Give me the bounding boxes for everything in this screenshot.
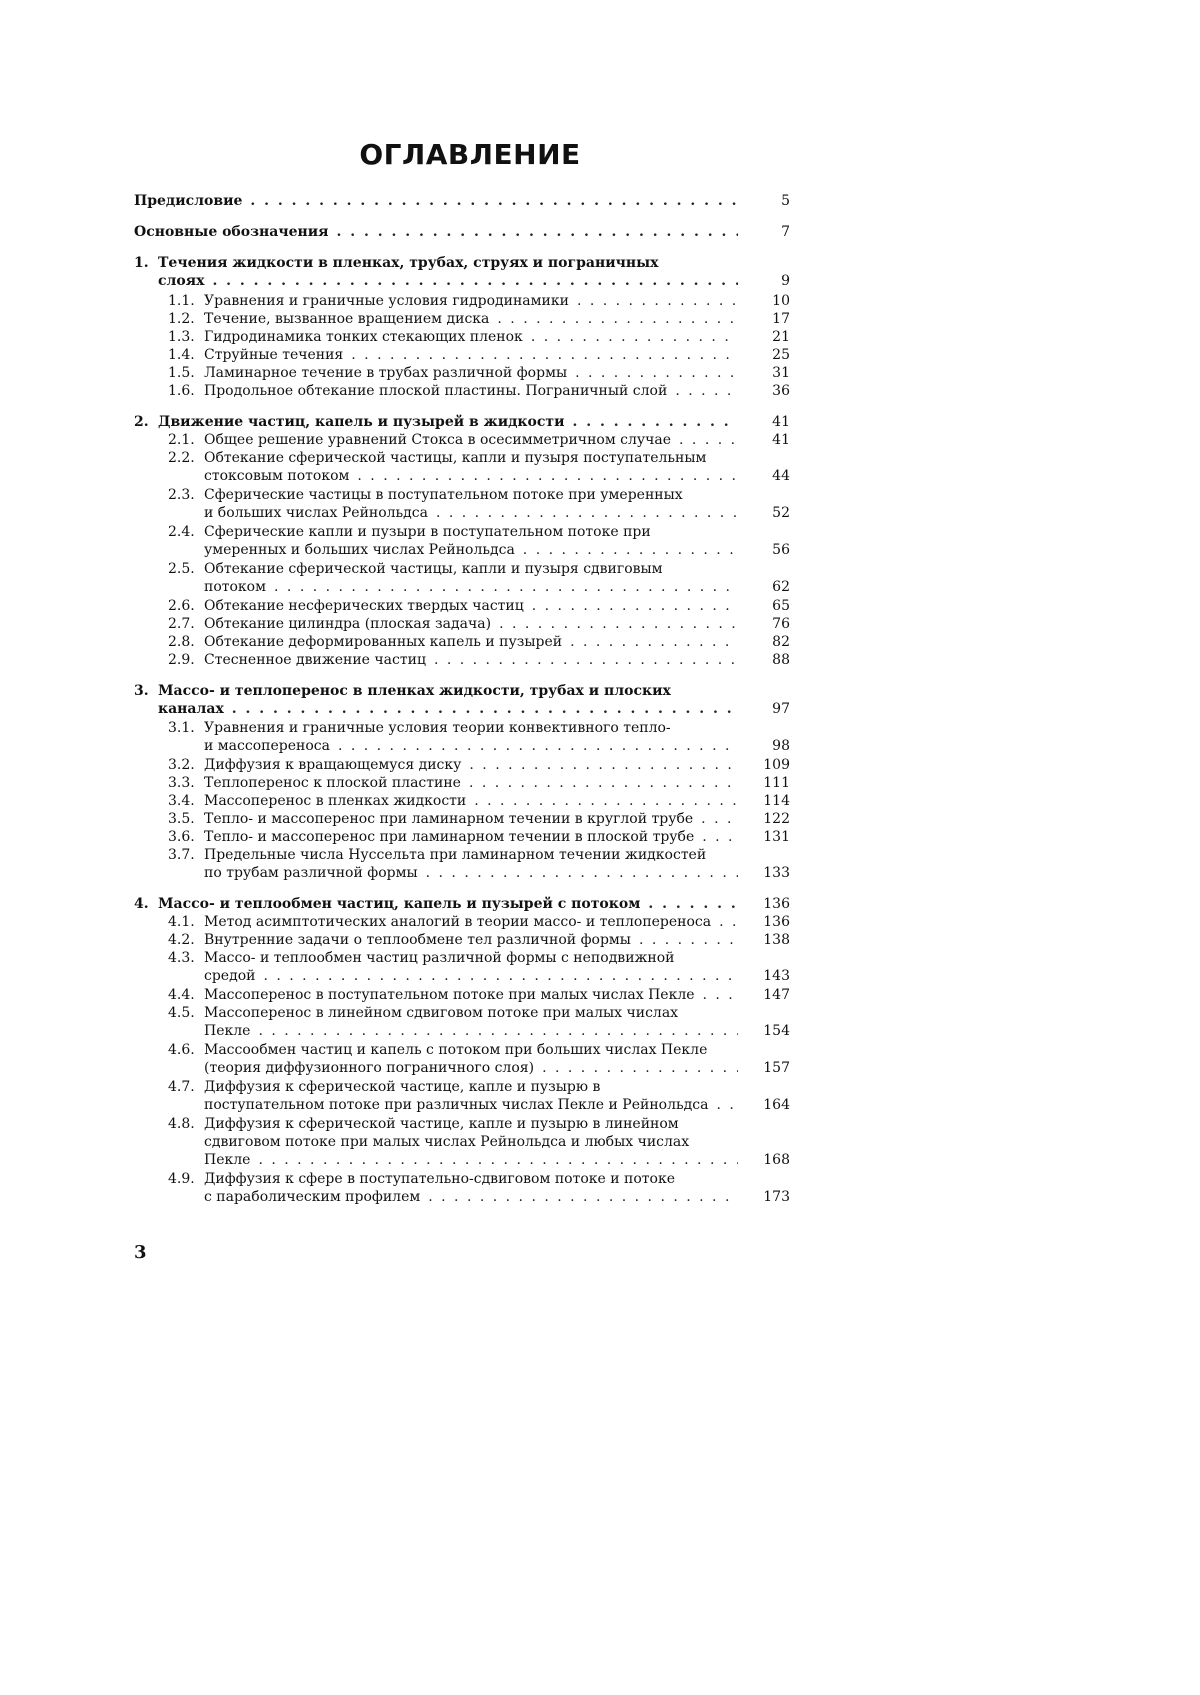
toc-entry-line [134,615,790,633]
page-ref: 10 [772,293,790,309]
leader-dots [434,651,738,669]
section-number: 3.4. [168,793,195,809]
toc-entry-line [134,846,790,864]
section-number: 3.2. [168,757,195,773]
leader-dots [263,967,738,985]
section-number: 3.6. [168,829,195,845]
toc-entry-line [134,328,790,346]
toc-entry-line [134,949,790,967]
section-title: Тепло- и массоперенос при ламинарном течении в плоской трубе [204,829,695,845]
leader-dots [474,792,738,810]
page-ref: 143 [763,968,790,984]
leader-dots [497,310,738,328]
toc-entry-line [134,895,790,913]
toc-entry-line [134,364,790,382]
section-number: 4. [134,896,149,912]
section-title: средой [204,968,256,984]
toc-entry-line [134,486,790,504]
toc-entry-line [134,986,790,1004]
section-title: Основные обозначения [134,224,329,240]
leader-dots [523,541,738,559]
toc-entry-line [134,597,790,615]
page-ref: 157 [763,1060,790,1076]
leader-dots [679,431,738,449]
section-number: 3.1. [168,720,195,736]
section-title: слоях [158,273,205,289]
toc-entry-line [134,310,790,328]
leader-dots [531,328,738,346]
section-title: Движение частиц, капель и пузырей в жидкости [158,414,565,430]
section-title: с параболическим профилем [204,1189,421,1205]
leader-dots [436,504,738,522]
section-title: сдвиговом потоке при малых числах Рейнольдса и любых числах [204,1134,690,1150]
page-ref: 76 [772,616,790,632]
section-number: 1.5. [168,365,195,381]
section-title: Предельные числа Нуссельта при ламинарном течении жидкостей [204,847,707,863]
page-ref: 25 [772,347,790,363]
section-number: 4.9. [168,1171,195,1187]
page-ref: 52 [772,505,790,521]
leader-dots [701,810,738,828]
section-title: Диффузия к сферической частице, капле и пузырю в [204,1079,601,1095]
toc-entry-line [134,223,790,241]
section-title: Течение, вызванное вращением диска [204,311,490,327]
section-title: Массо- и теплообмен частиц различной формы с неподвижной [204,950,675,966]
leader-dots [426,864,738,882]
section-number: 4.3. [168,950,195,966]
section-title: Ламинарное течение в трубах различной формы [204,365,568,381]
toc-entry-line [134,774,790,792]
toc-entry-line [134,737,790,755]
page-ref: 44 [772,468,790,484]
leader-dots [639,931,738,949]
toc-entry-line [134,346,790,364]
section-title: Метод асимптотических аналогий в теории массо- и теплопереноса [204,914,712,930]
page-ref: 131 [763,829,790,845]
page-ref: 164 [763,1097,790,1113]
leader-dots [572,413,738,431]
leader-dots [675,382,738,400]
leader-dots [648,895,738,913]
section-title: потоком [204,579,267,595]
toc-entry-line [134,756,790,774]
leader-dots [274,578,738,596]
leader-dots [258,1022,738,1040]
toc-entry-line [134,1059,790,1077]
section-title: Массоперенос в поступательном потоке при малых числах Пекле [204,987,695,1003]
leader-dots [357,467,738,485]
page-ref: 147 [763,987,790,1003]
leader-dots [532,597,738,615]
toc-entry-line [134,1041,790,1059]
toc-entry-line [134,719,790,737]
toc-entry-line [134,541,790,559]
page-ref: 65 [772,598,790,614]
toc-entry-line [134,864,790,882]
section-title: Тепло- и массоперенос при ламинарном течении в круглой трубе [204,811,694,827]
page-ref: 133 [763,865,790,881]
page-ref: 154 [763,1023,790,1039]
page-ref: 31 [772,365,790,381]
section-title: стоксовым потоком [204,468,350,484]
page-ref: 111 [763,775,790,791]
section-title: Внутренние задачи о теплообмене тел различной формы [204,932,631,948]
toc-entry-line [134,1151,790,1169]
section-title: Массоперенос в пленках жидкости [204,793,467,809]
toc-entry-line [134,1170,790,1188]
section-number: 3.5. [168,811,195,827]
page-ref: 62 [772,579,790,595]
page-ref: 82 [772,634,790,650]
page-ref: 114 [763,793,790,809]
page-ref: 98 [772,738,790,754]
section-title: Уравнения и граничные условия гидродинамики [204,293,569,309]
page-ref: 7 [781,224,790,240]
page-ref: 41 [772,414,790,430]
toc-entry-line [134,1078,790,1096]
page-number: 3 [134,1242,147,1263]
toc-entry-line [134,449,790,467]
leader-dots [469,774,738,792]
section-title: Струйные течения [204,347,344,363]
leader-dots [469,756,738,774]
section-number: 1. [134,255,149,271]
section-title: Обтекание сферической частицы, капли и пузыря поступательным [204,450,707,466]
toc-entry-line [134,651,790,669]
page-ref: 9 [781,273,790,289]
section-number: 1.4. [168,347,195,363]
section-title: Стесненное движение частиц [204,652,426,668]
section-number: 2.9. [168,652,195,668]
toc-entry-line [134,1022,790,1040]
leader-dots [719,913,738,931]
section-title: Обтекание сферической частицы, капли и пузыря сдвиговым [204,561,663,577]
section-title: и больших числах Рейнольдса [204,505,428,521]
section-title: Уравнения и граничные условия теории конвективного тепло- [204,720,671,736]
page-ref: 136 [763,914,790,930]
toc-entry-line [134,1115,790,1133]
leader-dots [702,828,738,846]
page-ref: 56 [772,542,790,558]
section-title: Диффузия к вращающемуся диску [204,757,462,773]
toc-entry-line [134,1188,790,1206]
section-title: Течения жидкости в пленках, трубах, струях и пограничных [158,255,659,271]
section-number: 2.7. [168,616,195,632]
page-ref: 136 [763,896,790,912]
section-number: 4.7. [168,1079,195,1095]
section-title: Обтекание деформированных капель и пузырей [204,634,563,650]
section-title: Гидродинамика тонких стекающих пленок [204,329,523,345]
toc-entry-line [134,382,790,400]
section-number: 4.4. [168,987,195,1003]
toc-entry-line [134,578,790,596]
section-number: 2.8. [168,634,195,650]
section-number: 2.1. [168,432,195,448]
toc-entry-line [134,913,790,931]
page-ref: 109 [763,757,790,773]
section-number: 1.1. [168,293,195,309]
toc-entry-line [134,292,790,310]
page-ref: 36 [772,383,790,399]
section-number: 2.4. [168,524,195,540]
leader-dots [570,633,738,651]
page-ref: 17 [772,311,790,327]
section-number: 4.1. [168,914,195,930]
toc-entry-line [134,931,790,949]
leader-dots [338,737,738,755]
section-title: Сферические капли и пузыри в поступательном потоке при [204,524,651,540]
section-title: Общее решение уравнений Стокса в осесимметричном случае [204,432,672,448]
section-title: и массопереноса [204,738,330,754]
page-ref: 168 [763,1152,790,1168]
page-ref: 138 [763,932,790,948]
leader-dots [258,1151,738,1169]
leader-dots [499,615,738,633]
section-title: поступательном потоке при различных числах Пекле и Рейнольдса [204,1097,709,1113]
toc-entry-line [134,467,790,485]
section-number: 4.2. [168,932,195,948]
toc-entry-line [134,700,790,718]
section-title: Обтекание несферических твердых частиц [204,598,524,614]
page-ref: 88 [772,652,790,668]
section-title: умеренных и больших числах Рейнольдса [204,542,515,558]
section-title: Пекле [204,1023,251,1039]
section-title: Предисловие [134,193,243,209]
section-title: Сферические частицы в поступательном потоке при умеренных [204,487,683,503]
page-title: ОГЛАВЛЕНИЕ [359,138,581,171]
leader-dots [212,272,738,290]
leader-dots [703,986,739,1004]
section-title: Пекле [204,1152,251,1168]
toc-entry-line [134,560,790,578]
page-ref: 122 [763,811,790,827]
leader-dots [351,346,738,364]
section-number: 1.6. [168,383,195,399]
section-number: 3. [134,683,149,699]
section-title: Обтекание цилиндра (плоская задача) [204,616,492,632]
toc-entry-line [134,1133,790,1151]
toc-entry-line [134,967,790,985]
toc-entry-line [134,272,790,290]
toc-entry-line [134,633,790,651]
section-number: 2.6. [168,598,195,614]
leader-dots [575,364,738,382]
toc-entry-line [134,1096,790,1114]
page-ref: 21 [772,329,790,345]
leader-dots [232,700,738,718]
toc-entry-line [134,254,790,272]
toc-entry-line [134,413,790,431]
section-number: 2.5. [168,561,195,577]
section-number: 2.2. [168,450,195,466]
section-number: 1.3. [168,329,195,345]
section-title: (теория диффузионного пограничного слоя) [204,1060,535,1076]
toc-entry-line [134,792,790,810]
section-number: 4.6. [168,1042,195,1058]
leader-dots [577,292,738,310]
page-ref: 97 [772,701,790,717]
toc-entry-line [134,504,790,522]
page-ref: 41 [772,432,790,448]
section-number: 1.2. [168,311,195,327]
section-title: Массообмен частиц и капель с потоком при больших числах Пекле [204,1042,708,1058]
section-number: 3.3. [168,775,195,791]
section-title: каналах [158,701,224,717]
toc-entry-line [134,431,790,449]
toc-entry-line [134,682,790,700]
section-title: Массоперенос в линейном сдвиговом потоке при малых числах [204,1005,679,1021]
toc-entry-line [134,810,790,828]
leader-dots [428,1188,738,1206]
toc-entry-line [134,192,790,210]
leader-dots [337,223,739,241]
section-title: Диффузия к сферической частице, капле и пузырю в линейном [204,1116,679,1132]
toc-entry-line [134,828,790,846]
section-title: по трубам различной формы [204,865,418,881]
section-title: Диффузия к сфере в поступательно-сдвиговом потоке и потоке [204,1171,675,1187]
leader-dots [716,1096,738,1114]
leader-dots [250,192,738,210]
section-number: 4.8. [168,1116,195,1132]
section-number: 2.3. [168,487,195,503]
section-title: Теплоперенос к плоской пластине [204,775,461,791]
section-number: 3.7. [168,847,195,863]
leader-dots [542,1059,738,1077]
section-number: 2. [134,414,149,430]
section-number: 4.5. [168,1005,195,1021]
section-title: Массо- и теплообмен частиц, капель и пузырей с потоком [158,896,641,912]
toc-entry-line [134,1004,790,1022]
page-ref: 5 [781,193,790,209]
section-title: Массо- и теплоперенос в пленках жидкости, трубах и плоских [158,683,671,699]
page-ref: 173 [763,1189,790,1205]
toc-entry-line [134,523,790,541]
section-title: Продольное обтекание плоской пластины. Пограничный слой [204,383,668,399]
